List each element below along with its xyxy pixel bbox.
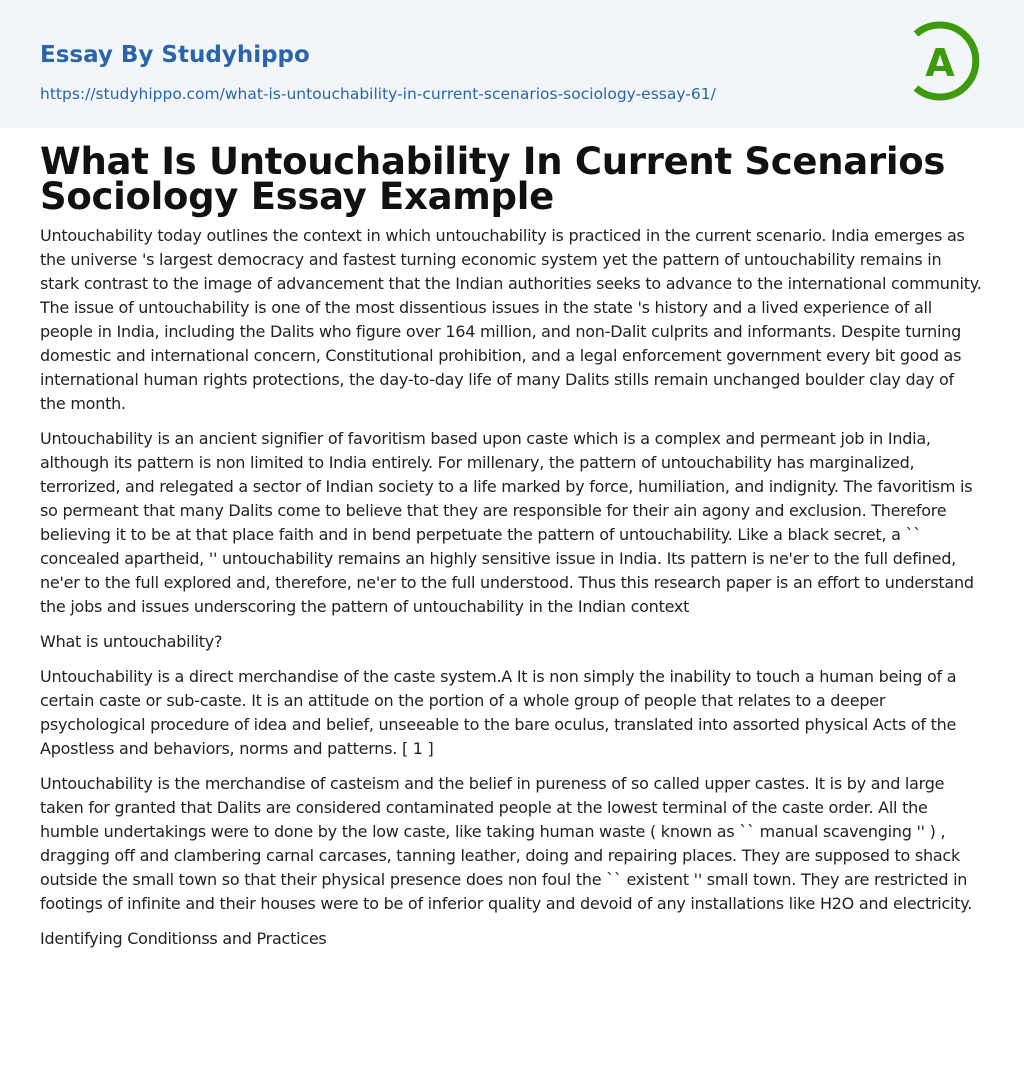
brand-title[interactable]: Essay By Studyhippo <box>40 42 310 68</box>
section-heading: Identifying Conditionss and Practices <box>40 929 327 948</box>
essay-url-link[interactable]: https://studyhippo.com/what-is-untouchability-in-current-scenarios-sociology-essay-61/ <box>40 85 716 103</box>
section-heading: What is untouchability? <box>40 632 223 651</box>
article <box>0 128 1024 951</box>
studyhippo-logo-icon[interactable] <box>910 18 986 104</box>
paragraph: Untouchability is the merchandise of casteism and the belief in pureness of so called upper castes. It is by and large taken for granted that Dalits are considered contaminated people at the lowest terminal of the caste order. All the humble undertakings were to done by the low caste, like taking human waste ( known as `` manual scavenging '' ) , dragging off and clambering carnal carcases, tanning leather, doing and repairing places. They are supposed to shack outside the small town so that their physical presence does non foul the `` existent '' small town. They are restricted in footings of infinite and their houses were to be of inferior quality and devoid of any installations like H2O and electricity. <box>40 774 973 913</box>
paragraph: Untouchability today outlines the context in which untouchability is practiced in the current scenario. India emerges as the universe 's largest democracy and fastest turning economic system yet the pattern of untouchability remains in stark contrast to the image of advancement that the Indian authorities seeks to advance to the international community. The issue of untouchability is one of the most dissentious issues in the state 's history and a lived experience of all people in India, including the Dalits who figure over 164 million, and non-Dalit culprits and informants. Despite turning domestic and international concern, Constitutional prohibition, and a legal enforcement government every bit good as international human rights protections, the day-to-day life of many Dalits stills remain unchanged boulder clay day of the month. <box>40 226 982 413</box>
article-title: What Is Untouchability In Current Scenarios Sociology Essay Example <box>40 140 946 218</box>
svg-text:A: A <box>925 41 955 85</box>
paragraph: Untouchability is a direct merchandise of the caste system.A It is non simply the inability to touch a human being of a certain caste or sub-caste. It is an attitude on the portion of a whole group of people that relates to a deeper psychological procedure of idea and belief, unseeable to the bare oculus, translated into assorted physical Acts of the Apostless and behaviors, norms and patterns. [ 1 ] <box>40 667 957 758</box>
paragraph: Untouchability is an ancient signifier of favoritism based upon caste which is a complex and permeant job in India, although its pattern is non limited to India entirely. For millenary, the pattern of untouchability has marginalized, terrorized, and relegated a sector of Indian society to a life marked by force, humiliation, and indignity. The favoritism is so permeant that many Dalits come to believe that they are responsible for their ain agony and exclusion. Therefore believing it to be at that place faith and in bend perpetuate the pattern of untouchability. Like a black secret, a `` concealed apartheid, '' untouchability remains an highly sensitive issue in India. Its pattern is ne'er to the full defined, ne'er to the full explored and, therefore, ne'er to the full understood. Thus this research paper is an effort to understand the jobs and issues underscoring the pattern of untouchability in the Indian context <box>40 429 974 616</box>
site-header <box>0 0 1024 128</box>
